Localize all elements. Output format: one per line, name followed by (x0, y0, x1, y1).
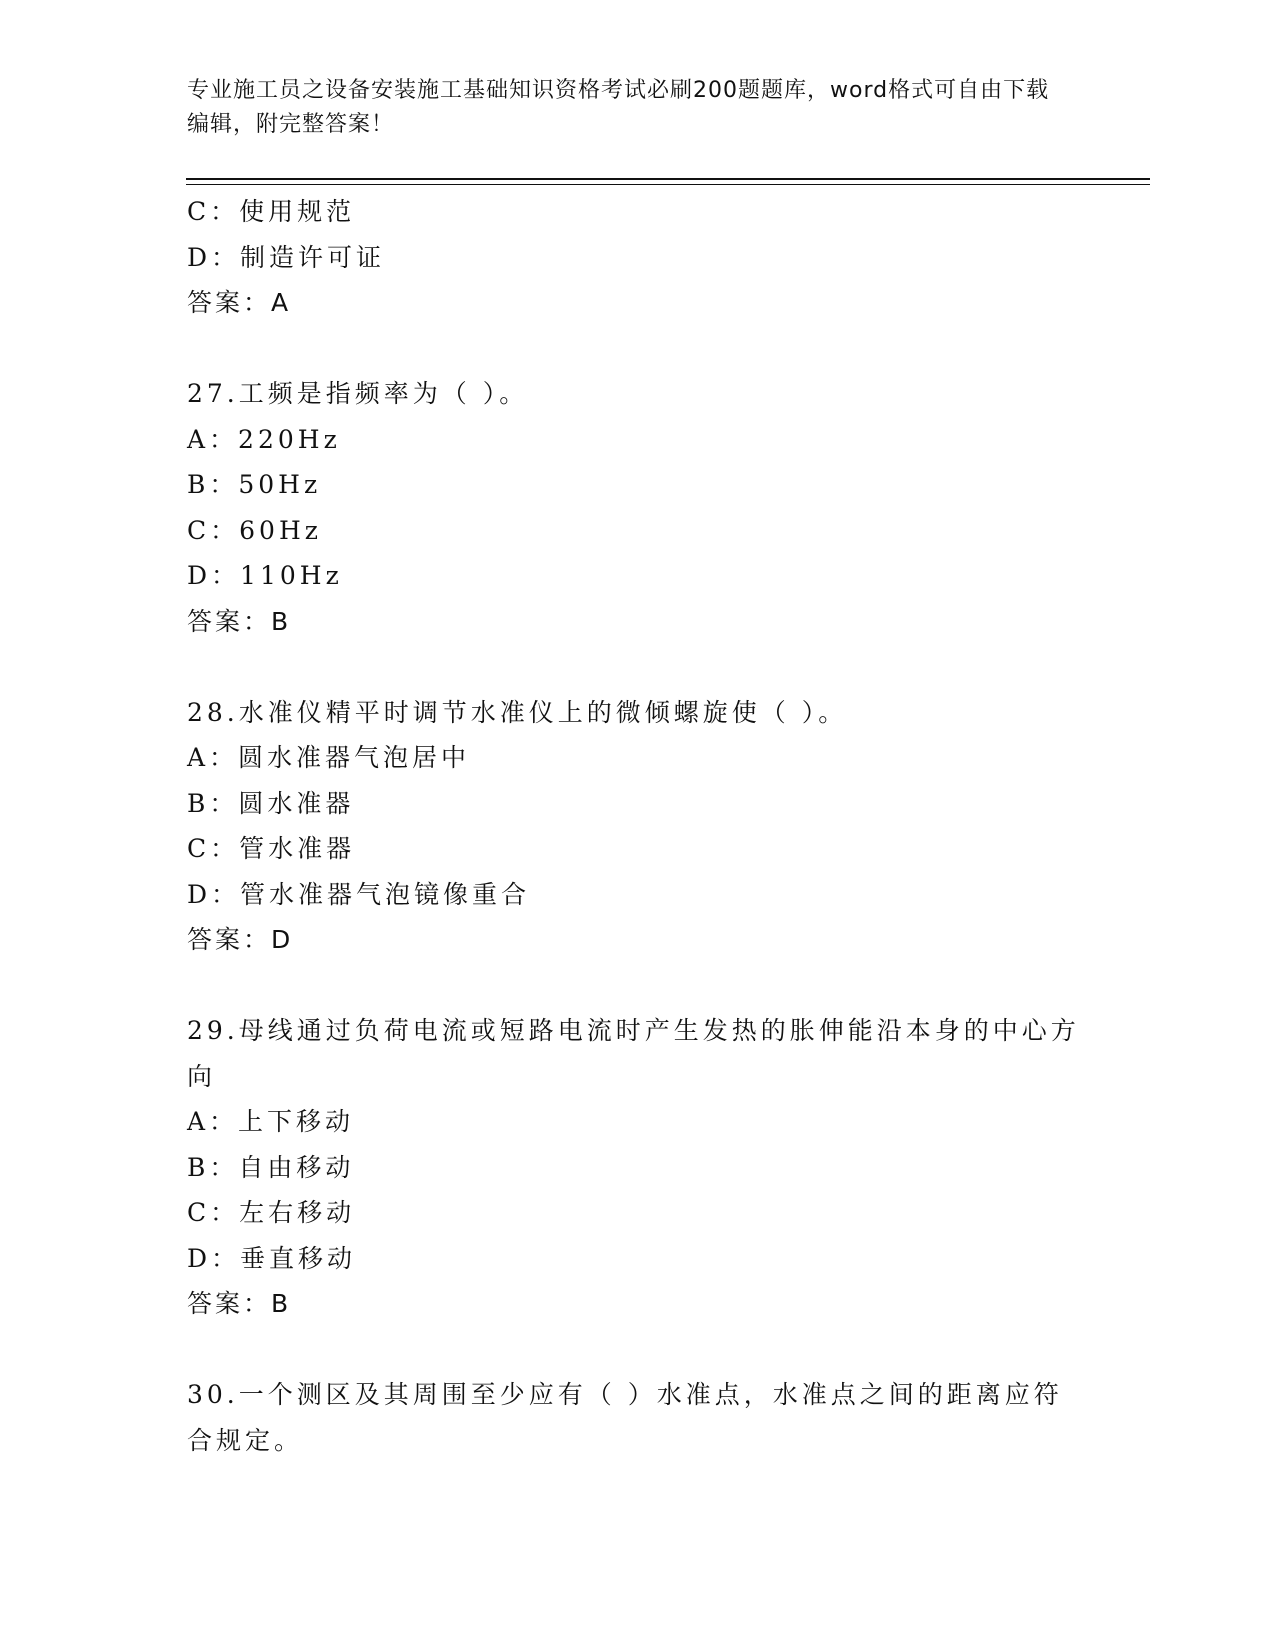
document-header: 专业施工员之设备安装施工基础知识资格考试必刷200题题库，word格式可自由下载编辑，附完整答案！ (187, 78, 1050, 137)
answer: 答案：D (187, 925, 294, 954)
option-b: B：自由移动 (187, 1152, 355, 1182)
spacer (187, 644, 1087, 690)
answer: 答案：B (187, 606, 292, 636)
question-28 (187, 690, 1087, 963)
spacer (187, 1327, 1087, 1373)
header-divider-thick (186, 178, 1150, 180)
spacer (187, 963, 1087, 1009)
header-divider-thin (186, 184, 1150, 185)
option-c: C：使用规范 (187, 197, 356, 226)
question-list (187, 189, 1087, 1463)
question-text: 29.母线通过负荷电流或短路电流时产生发热的胀伸能沿本身的中心方向 (187, 1016, 1080, 1091)
question-30 (187, 1372, 1087, 1463)
answer: 答案：B (187, 1289, 292, 1318)
option-a: A：圆水准器气泡居中 (187, 743, 471, 772)
question-29 (187, 1008, 1087, 1327)
question-text: 27.工频是指频率为（ ）。 (187, 379, 529, 408)
question-text: 30.一个测区及其周围至少应有（ ）水准点，水准点之间的距离应符合规定。 (187, 1380, 1063, 1455)
option-d: D：110Hz (187, 561, 343, 590)
question-26-tail (187, 189, 1087, 326)
option-a: A：上下移动 (187, 1107, 355, 1136)
option-d: D：管水准器气泡镜像重合 (187, 879, 531, 909)
spacer (187, 326, 1087, 372)
option-b: B：50Hz (187, 470, 322, 499)
question-27 (187, 371, 1087, 644)
option-d: D：垂直移动 (187, 1243, 357, 1273)
option-b: B：圆水准器 (187, 788, 355, 818)
option-c: C：60Hz (187, 515, 322, 545)
answer: 答案：A (187, 288, 292, 317)
option-a: A：220Hz (187, 424, 341, 454)
question-text: 28.水准仪精平时调节水准仪上的微倾螺旋使（ ）。 (187, 697, 848, 727)
option-c: C：管水准器 (187, 834, 356, 863)
option-c: C：左右移动 (187, 1198, 356, 1227)
option-d: D：制造许可证 (187, 242, 386, 272)
